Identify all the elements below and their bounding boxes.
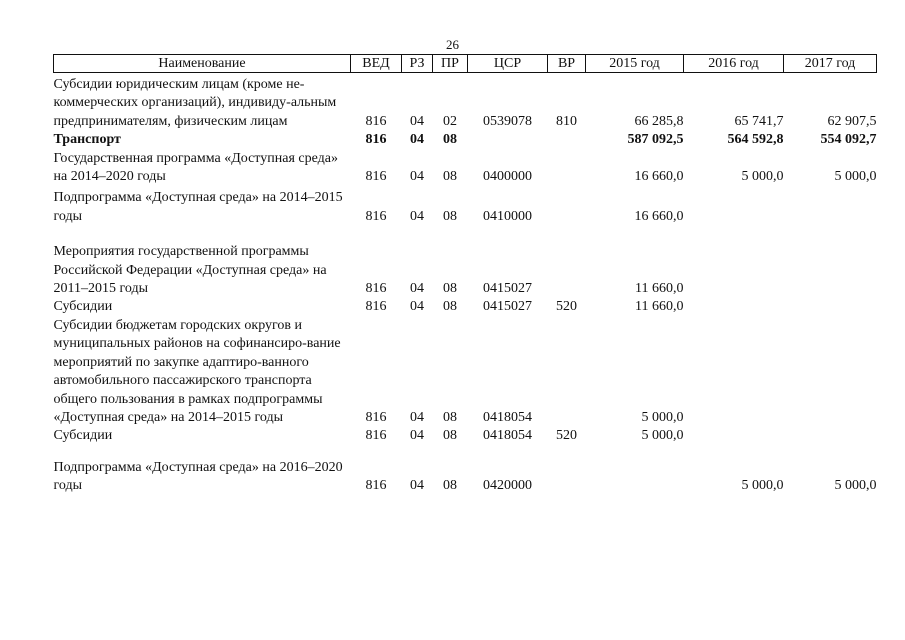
row-csr: 0418054 xyxy=(483,428,532,444)
table-row xyxy=(54,73,877,132)
table-row xyxy=(54,131,877,149)
row-csr: 0420000 xyxy=(483,478,532,494)
row-csr: 0400000 xyxy=(483,169,532,185)
row-vr xyxy=(548,186,586,226)
row-name: Субсидии xyxy=(53,299,113,315)
row-ved: 816 xyxy=(365,428,387,444)
row-rz: 04 xyxy=(410,132,424,148)
row-vr xyxy=(548,317,586,427)
row-2015: 587 092,5 xyxy=(627,132,684,148)
header-row xyxy=(54,55,877,73)
row-name: Субсидии xyxy=(53,428,113,444)
header-2016: 2016 год xyxy=(684,55,784,73)
row-pr: 08 xyxy=(443,281,457,297)
row-2016 xyxy=(684,226,784,298)
row-2017: 554 092,7 xyxy=(820,132,877,148)
row-pr: 08 xyxy=(443,478,457,494)
row-2016: 5 000,0 xyxy=(741,169,784,185)
row-rz: 04 xyxy=(410,299,424,315)
page-number: 26 xyxy=(446,37,459,52)
row-2016: 564 592,8 xyxy=(727,132,784,148)
row-2017: 62 907,5 xyxy=(827,113,877,129)
row-pr: 08 xyxy=(443,208,457,224)
row-pr: 08 xyxy=(443,299,457,315)
row-vr xyxy=(548,226,586,298)
row-2015: 5 000,0 xyxy=(641,428,684,444)
row-pr: 08 xyxy=(443,409,457,425)
header-vr: ВР xyxy=(548,55,586,73)
row-2015: 16 660,0 xyxy=(634,169,684,185)
row-rz: 04 xyxy=(410,478,424,494)
row-2016: 65 741,7 xyxy=(734,113,784,129)
header-2015: 2015 год xyxy=(586,55,684,73)
row-name: Субсидии юридическим лицам (кроме не-коммерческих организаций), индивиду-альным предпринимателям, физическим лицам xyxy=(53,77,337,129)
row-pr: 08 xyxy=(443,428,457,444)
row-ved: 816 xyxy=(365,208,387,224)
table-row xyxy=(54,298,877,316)
row-ved: 816 xyxy=(365,169,387,185)
row-ved: 816 xyxy=(365,478,387,494)
row-2016 xyxy=(684,317,784,427)
row-pr: 02 xyxy=(443,113,457,129)
header-2017: 2017 год xyxy=(784,55,877,73)
row-name: Подпрограмма «Доступная среда» на 2014–2015 годы xyxy=(53,190,343,224)
row-2015: 66 285,8 xyxy=(634,113,684,129)
row-rz: 04 xyxy=(410,428,424,444)
row-vr: 520 xyxy=(556,299,577,315)
row-2015: 16 660,0 xyxy=(634,208,684,224)
table-row xyxy=(54,427,877,445)
row-2015: 5 000,0 xyxy=(641,409,684,425)
row-2016 xyxy=(684,298,784,316)
row-csr: 0415027 xyxy=(483,299,532,315)
header-csr: ЦСР xyxy=(468,55,548,73)
table-header xyxy=(54,55,877,73)
row-rz: 04 xyxy=(410,409,424,425)
table-row xyxy=(54,446,877,496)
row-csr: 0415027 xyxy=(483,281,532,297)
row-vr xyxy=(548,446,586,496)
row-name: Государственная программа «Доступная среда» на 2014–2020 годы xyxy=(53,150,338,185)
row-ved: 816 xyxy=(365,132,387,148)
row-rz: 04 xyxy=(410,281,424,297)
header-ved: ВЕД xyxy=(351,55,402,73)
header-rz: РЗ xyxy=(402,55,433,73)
row-2017 xyxy=(784,427,877,445)
table-row xyxy=(54,226,877,298)
row-csr xyxy=(468,131,548,149)
row-rz: 04 xyxy=(410,113,424,129)
row-2017: 5 000,0 xyxy=(834,478,877,494)
row-csr: 0410000 xyxy=(483,208,532,224)
row-vr xyxy=(548,131,586,149)
row-2016 xyxy=(684,427,784,445)
row-pr: 08 xyxy=(443,169,457,185)
row-vr xyxy=(548,150,586,187)
row-rz: 04 xyxy=(410,169,424,185)
row-2015: 11 660,0 xyxy=(635,281,684,297)
row-2017: 5 000,0 xyxy=(834,169,877,185)
header-pr: ПР xyxy=(433,55,468,73)
table-row xyxy=(54,186,877,226)
row-pr: 08 xyxy=(443,132,457,148)
table-body xyxy=(54,73,877,496)
row-ved: 816 xyxy=(365,113,387,129)
row-2016 xyxy=(684,186,784,226)
row-vr: 520 xyxy=(556,428,577,444)
table-row xyxy=(54,150,877,187)
row-vr: 810 xyxy=(556,113,577,129)
row-name: Мероприятия государственной программы Российской Федерации «Доступная среда» на 2011–2015 годы xyxy=(53,244,327,297)
row-csr: 0539078 xyxy=(483,113,532,129)
row-name: Субсидии бюджетам городских округов и муниципальных районов на софинансиро-вание мероприятий по закупке адаптиро-ванного автомобильного пассажирского транспорта общего пользования в рамках подпрограммы «Доступная среда» на 2014–2015 годы xyxy=(53,317,341,425)
row-ved: 816 xyxy=(365,281,387,297)
row-ved: 816 xyxy=(365,299,387,315)
row-2017 xyxy=(784,226,877,298)
row-name: Транспорт xyxy=(53,132,121,148)
row-2017 xyxy=(784,186,877,226)
row-2015 xyxy=(586,446,684,496)
row-2016: 5 000,0 xyxy=(741,478,784,494)
table-row xyxy=(54,317,877,427)
row-2017 xyxy=(784,317,877,427)
budget-table xyxy=(53,54,877,496)
row-csr: 0418054 xyxy=(483,409,532,425)
row-2017 xyxy=(784,298,877,316)
row-ved: 816 xyxy=(365,409,387,425)
row-name: Подпрограмма «Доступная среда» на 2016–2020 годы xyxy=(53,459,343,494)
header-name: Наименование xyxy=(54,55,351,73)
row-rz: 04 xyxy=(410,208,424,224)
row-2015: 11 660,0 xyxy=(635,299,684,315)
